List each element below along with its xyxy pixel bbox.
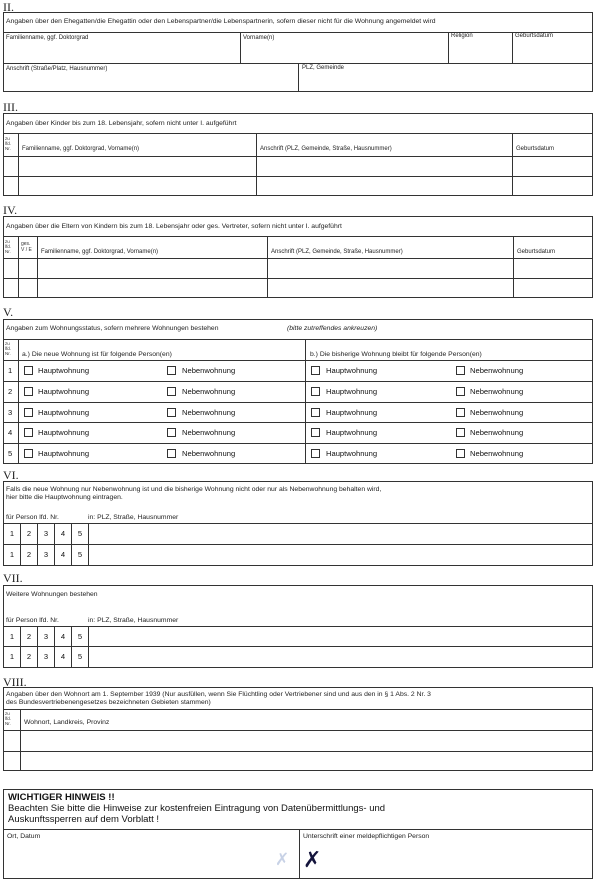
children-birthdate-label: Geburtsdatum [516, 146, 555, 152]
status-row-number: 4 [8, 428, 13, 437]
notice-line-1: Beachten Sie bitte die Hinweise zur kostenfreien Eintragung von Datenübermittlungs- und [8, 803, 386, 814]
old-neben-label: Nebenwohnung [470, 428, 524, 437]
child-2-birthdate-field[interactable] [513, 177, 592, 195]
main-residence-address-field[interactable] [90, 545, 593, 564]
wohnort-label: Wohnort, Landkreis, Provinz [24, 719, 110, 726]
new-neben-checkbox[interactable] [167, 408, 176, 417]
other-residence-person-number[interactable]: 2 [21, 647, 38, 667]
status-row-number: 3 [8, 408, 13, 417]
old-haupt-checkbox[interactable] [311, 408, 320, 417]
place-date-field[interactable] [4, 842, 298, 878]
old-haupt-checkbox[interactable] [311, 387, 320, 396]
children-address-label: Anschrift (PLZ, Gemeinde, Straße, Hausnummer) [260, 146, 392, 152]
old-haupt-label: Hauptwohnung [326, 366, 378, 375]
old-neben-label: Nebenwohnung [470, 387, 524, 396]
main-residence-person-number[interactable]: 2 [21, 524, 38, 544]
section-7-person-label: für Person lfd. Nr. [6, 617, 59, 624]
new-neben-label: Nebenwohnung [182, 387, 236, 396]
new-haupt-label: Hauptwohnung [38, 366, 90, 375]
main-residence-person-number[interactable]: 4 [55, 524, 72, 544]
section-3-heading: Angaben über Kinder bis zum 18. Lebensjahr, sofern nicht unter I. aufgeführt [6, 120, 237, 127]
new-haupt-checkbox[interactable] [24, 366, 33, 375]
other-residence-person-number[interactable]: 4 [55, 627, 72, 647]
old-neben-checkbox[interactable] [456, 428, 465, 437]
signature-field[interactable] [300, 842, 592, 878]
old-haupt-label: Hauptwohnung [326, 387, 378, 396]
section-6-text-2: hier bitte die Hauptwohnung eintragen. [6, 494, 123, 501]
child-1-address-field[interactable] [257, 157, 511, 175]
other-residence-person-number[interactable]: 3 [38, 647, 55, 667]
new-haupt-label: Hauptwohnung [38, 449, 90, 458]
spouse-firstname-field[interactable] [241, 42, 447, 62]
parents-lfd-label: zu lfd. Nr. [5, 239, 12, 254]
other-residence-person-number[interactable]: 3 [38, 627, 55, 647]
children-lfd-label: zu lfd. Nr. [5, 136, 12, 151]
spouse-birthdate-label: Geburtsdatum [515, 33, 554, 39]
old-haupt-checkbox[interactable] [311, 428, 320, 437]
status-row-number: 2 [8, 387, 13, 396]
old-haupt-label: Hauptwohnung [326, 428, 378, 437]
new-haupt-checkbox[interactable] [24, 408, 33, 417]
old-neben-label: Nebenwohnung [470, 449, 524, 458]
spouse-name-field[interactable] [4, 42, 239, 62]
old-haupt-checkbox[interactable] [311, 366, 320, 375]
child-2-address-field[interactable] [257, 177, 511, 195]
spouse-name-label: Familienname, ggf. Doktorgrad [6, 35, 89, 41]
child-2-name-field[interactable] [19, 177, 255, 195]
wohnort-1-field[interactable] [21, 731, 592, 750]
notice-title: WICHTIGER HINWEIS !! [8, 792, 115, 803]
spouse-firstname-label: Vorname(n) [243, 35, 275, 41]
section-7-address-label: in: PLZ, Straße, Hausnummer [88, 617, 179, 624]
spouse-plz-label: PLZ, Gemeinde [302, 65, 345, 71]
old-haupt-label: Hauptwohnung [326, 449, 378, 458]
old-haupt-label: Hauptwohnung [326, 408, 378, 417]
new-haupt-label: Hauptwohnung [38, 387, 90, 396]
cross-mark-icon: ✗ [303, 848, 322, 873]
parents-address-label: Anschrift (PLZ, Gemeinde, Straße, Hausnummer) [271, 249, 403, 255]
wohnort-lfd-label: zu lfd. Nr. [5, 711, 12, 726]
status-row-number: 1 [8, 366, 13, 375]
old-neben-label: Nebenwohnung [470, 366, 524, 375]
new-neben-checkbox[interactable] [167, 366, 176, 375]
section-5-heading: Angaben zum Wohnungsstatus, sofern mehrere Wohnungen bestehen [6, 325, 219, 332]
main-residence-address-field[interactable] [90, 524, 593, 543]
new-neben-label: Nebenwohnung [182, 366, 236, 375]
spouse-religion-field[interactable] [449, 41, 511, 62]
new-haupt-checkbox[interactable] [24, 449, 33, 458]
other-residence-person-number[interactable]: 1 [4, 627, 21, 647]
section-8-number: VIII. [3, 675, 27, 689]
section-6-address-label: in: PLZ, Straße, Hausnummer [88, 514, 179, 521]
section-3-number: III. [3, 100, 18, 114]
section-6-number: VI. [3, 468, 19, 482]
new-neben-label: Nebenwohnung [182, 428, 236, 437]
parents-name-label: Familienname, ggf. Doktorgrad, Vorname(n) [41, 249, 159, 255]
status-col-b-label: b.) Die bisherige Wohnung bleibt für folgende Person(en) [310, 351, 482, 358]
parents-ges-label: ges. V / E [21, 241, 32, 253]
new-neben-label: Nebenwohnung [182, 408, 236, 417]
main-residence-person-number[interactable]: 3 [38, 524, 55, 544]
new-haupt-checkbox[interactable] [24, 387, 33, 396]
other-residence-address-field[interactable] [90, 627, 593, 646]
parent-1-address-field[interactable] [268, 259, 512, 277]
child-1-name-field[interactable] [19, 157, 255, 175]
section-5-number: V. [3, 305, 14, 319]
old-neben-checkbox[interactable] [456, 366, 465, 375]
parent-2-birthdate-field[interactable] [514, 279, 592, 297]
other-residence-person-number[interactable]: 2 [21, 627, 38, 647]
main-residence-person-number[interactable]: 1 [4, 545, 21, 565]
old-neben-label: Nebenwohnung [470, 408, 524, 417]
main-residence-person-number[interactable]: 3 [38, 545, 55, 565]
new-neben-label: Nebenwohnung [182, 449, 236, 458]
wohnort-2-field[interactable] [21, 752, 592, 770]
status-row-number: 5 [8, 449, 13, 458]
new-neben-checkbox[interactable] [167, 387, 176, 396]
other-residence-person-number[interactable]: 5 [72, 647, 89, 667]
section-4-number: IV. [3, 203, 18, 217]
old-neben-checkbox[interactable] [456, 408, 465, 417]
main-residence-person-number[interactable]: 2 [21, 545, 38, 565]
parents-birthdate-label: Geburtsdatum [517, 249, 556, 255]
main-residence-person-number[interactable]: 1 [4, 524, 21, 544]
section-7-heading: Weitere Wohnungen bestehen [6, 591, 98, 598]
section-2-number: II. [3, 0, 14, 14]
new-haupt-label: Hauptwohnung [38, 408, 90, 417]
spouse-address-label: Anschrift (Straße/Platz, Hausnummer) [6, 66, 108, 72]
section-6-person-label: für Person lfd. Nr. [6, 514, 59, 521]
parent-2-name-field[interactable] [38, 279, 266, 297]
child-1-birthdate-field[interactable] [513, 157, 592, 175]
status-lfd-label: zu lfd. Nr. [5, 341, 12, 356]
other-residence-person-number[interactable]: 5 [72, 627, 89, 647]
parent-1-birthdate-field[interactable] [514, 259, 592, 277]
section-8-text-1: Angaben über den Wohnort am 1. September 1939 (Nur ausfüllen, wenn Sie Flüchtling oder Vertriebener sind und aus den in § 1 Abs. 2 Nr. 3 [6, 691, 431, 698]
section-6-text-1: Falls die neue Wohnung nur Nebenwohnung ist und die bisherige Wohnung nicht oder nur als Nebenwohnung behalten wird, [6, 486, 382, 493]
other-residence-person-number[interactable]: 1 [4, 647, 21, 667]
old-neben-checkbox[interactable] [456, 449, 465, 458]
new-neben-checkbox[interactable] [167, 449, 176, 458]
parent-2-address-field[interactable] [268, 279, 512, 297]
old-haupt-checkbox[interactable] [311, 449, 320, 458]
notice-line-2: Auskunftssperren auf dem Vorblatt ! [8, 814, 160, 825]
section-7-number: VII. [3, 571, 23, 585]
section-8-text-2: des Bundesvertriebenengesetzes bezeichneten Gebieten stammen) [6, 699, 211, 706]
old-neben-checkbox[interactable] [456, 387, 465, 396]
other-residence-person-number[interactable]: 4 [55, 647, 72, 667]
main-residence-person-number[interactable]: 4 [55, 545, 72, 565]
parent-1-name-field[interactable] [38, 259, 266, 277]
new-neben-checkbox[interactable] [167, 428, 176, 437]
section-5-note: (bitte zutreffendes ankreuzen) [287, 325, 378, 332]
spouse-religion-label: Religion [451, 33, 473, 39]
status-col-a-label: a.) Die neue Wohnung ist für folgende Person(en) [22, 351, 172, 358]
spouse-plz-field[interactable] [299, 73, 592, 91]
children-name-label: Familienname, ggf. Doktorgrad, Vorname(n) [22, 146, 140, 152]
spouse-birthdate-field[interactable] [513, 41, 592, 62]
section-2-heading: Angaben über den Ehegatten/die Ehegattin oder den Lebenspartner/die Lebenspartnerin, sofern dieser nicht für die Wohnung angemeldet wird [6, 18, 436, 25]
other-residence-address-field[interactable] [90, 647, 593, 666]
main-residence-person-number[interactable]: 5 [72, 524, 89, 544]
spouse-address-field[interactable] [4, 73, 297, 91]
signature-label: Unterschrift einer meldepflichtigen Person [303, 833, 430, 840]
faint-cross-mark-icon: ✗ [275, 850, 290, 870]
main-residence-person-number[interactable]: 5 [72, 545, 89, 565]
section-4-heading: Angaben über die Eltern von Kindern bis zum 18. Lebensjahr oder ges. Vertreter, sofern nicht unter I. aufgeführt [6, 223, 342, 230]
new-haupt-checkbox[interactable] [24, 428, 33, 437]
new-haupt-label: Hauptwohnung [38, 428, 90, 437]
place-date-label: Ort, Datum [7, 833, 41, 840]
